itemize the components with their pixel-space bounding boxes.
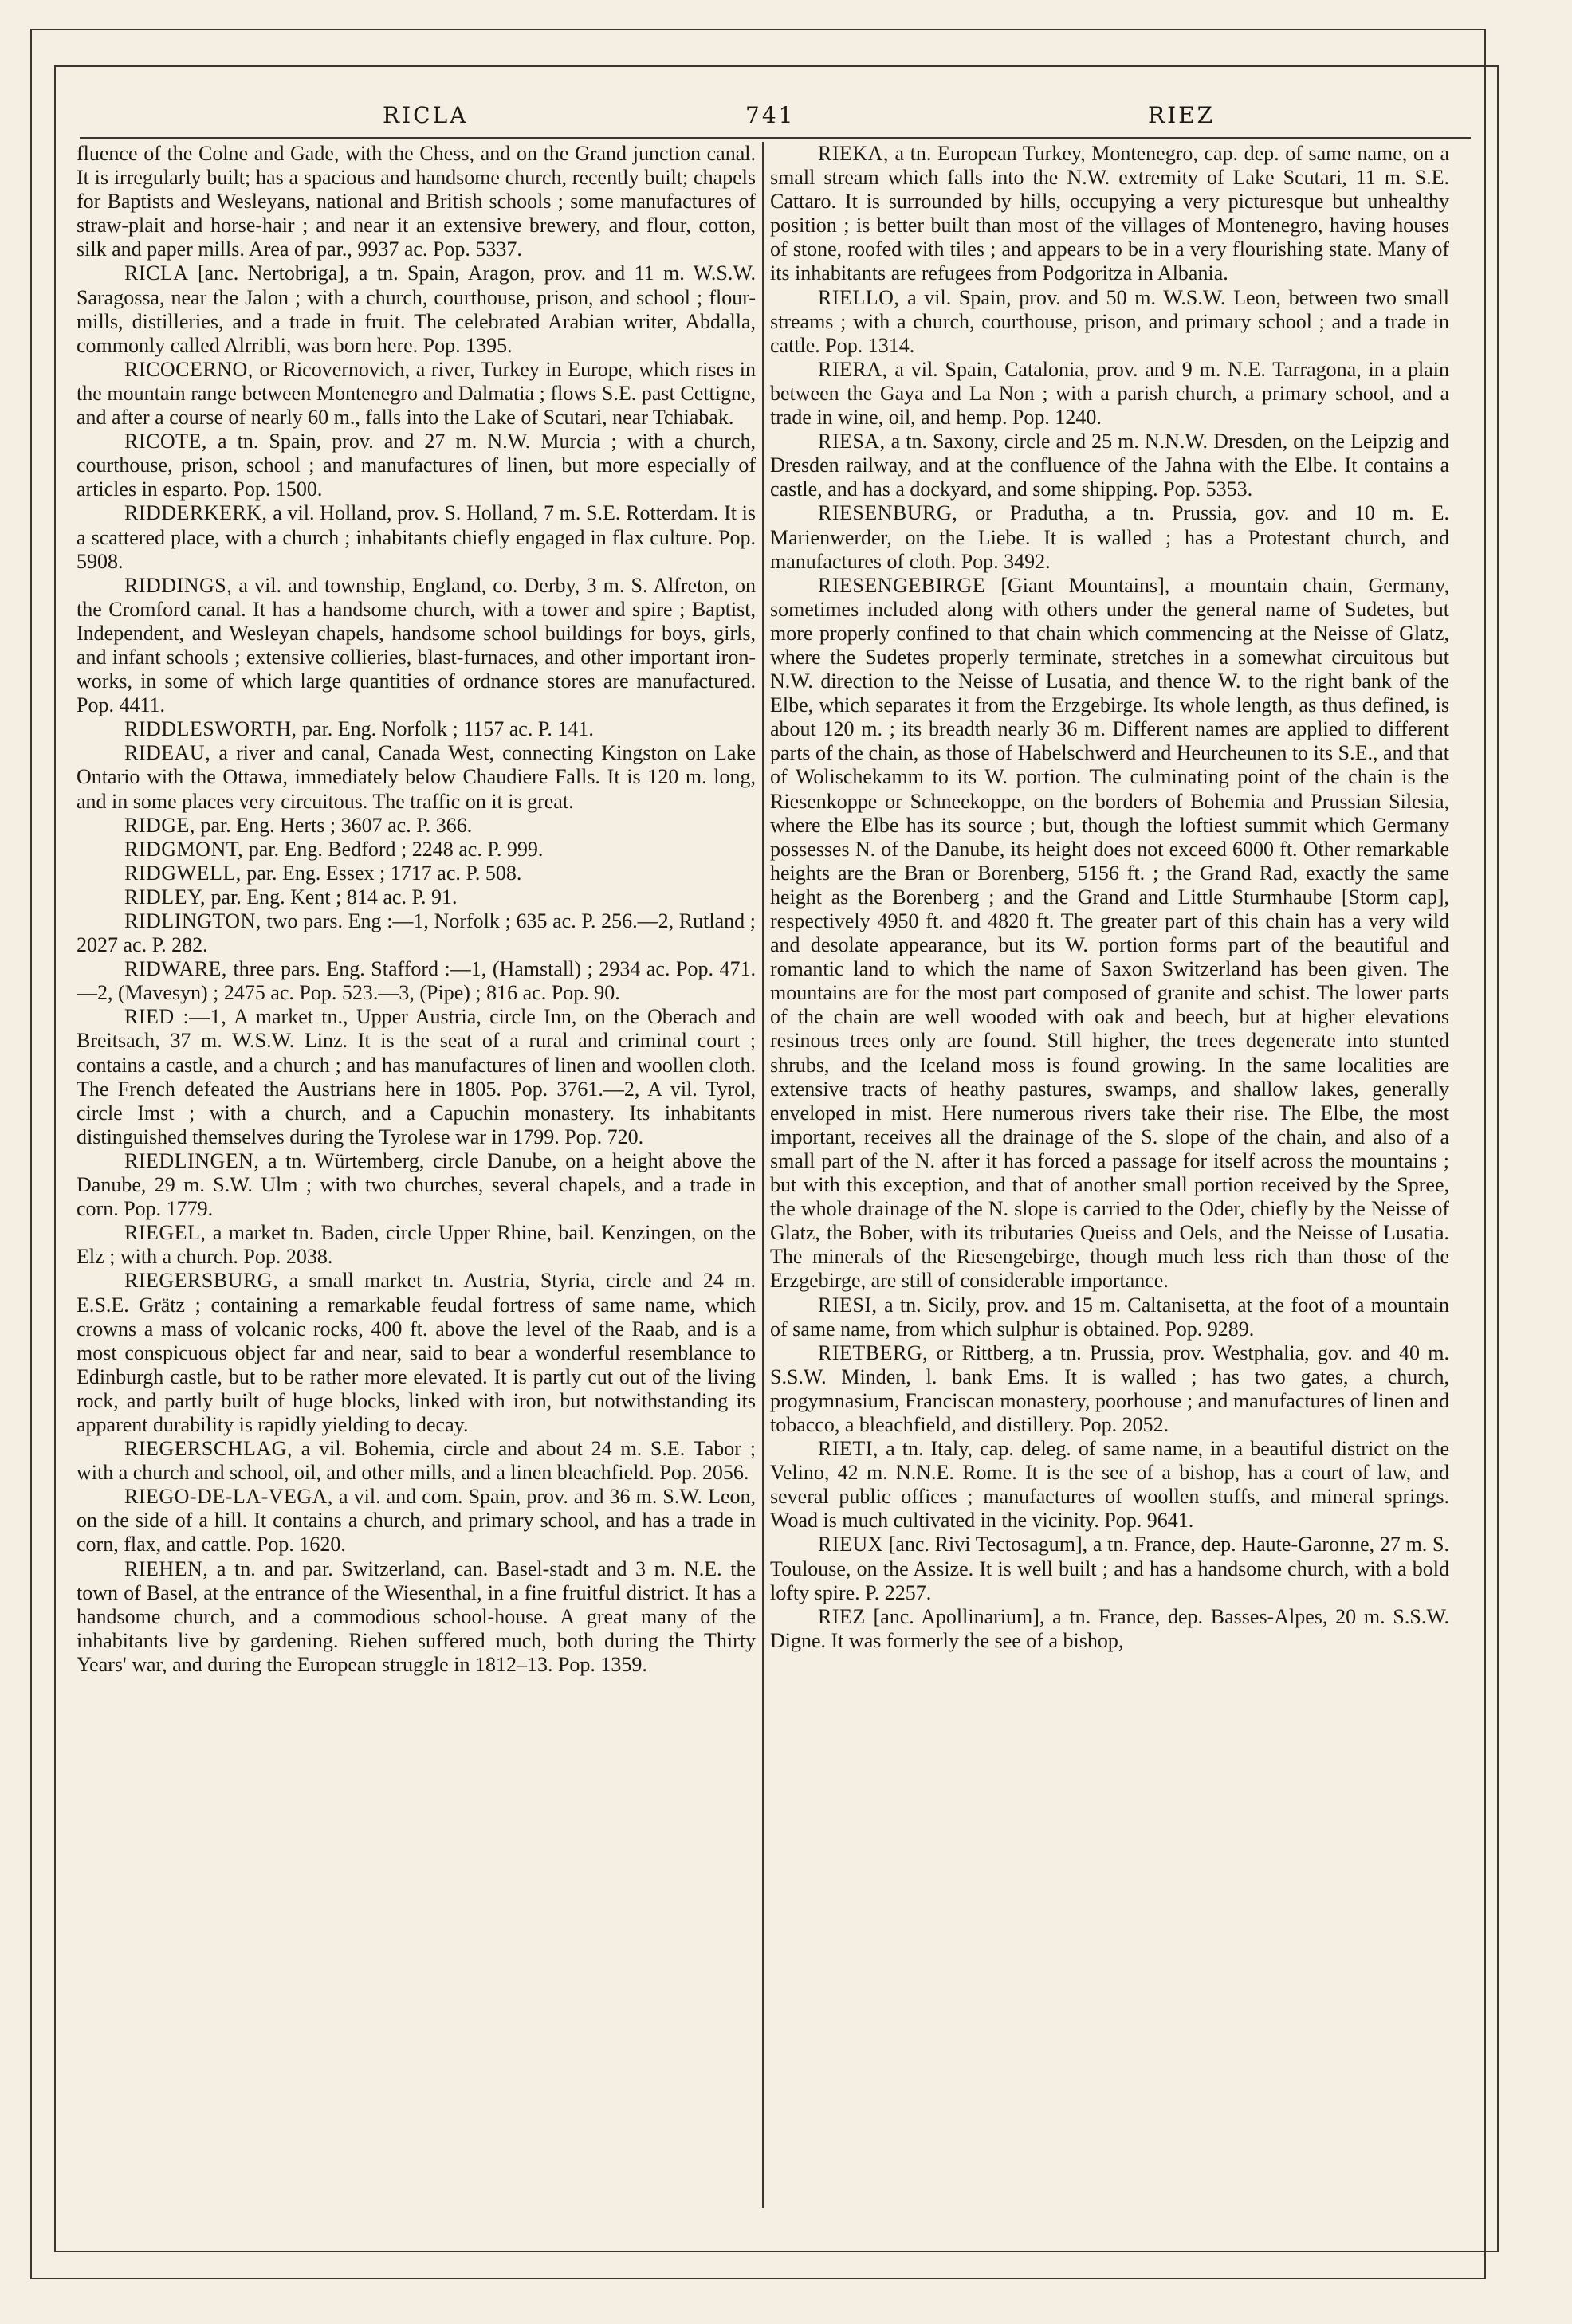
entry-headword: RIESA, bbox=[818, 430, 886, 453]
left-column bbox=[77, 142, 756, 2214]
gazetteer-entry bbox=[77, 574, 756, 718]
entry-text: a tn. Saxony, circle and 25 m. N.N.W. Dresden, on the Leipzig and Dresden railway, and at the confluence of the Jahna with the Elbe. It contains a castle, and has a dockyard, and some shipping. Pop. 5353. bbox=[770, 430, 1449, 501]
entry-text: a market tn. Baden, circle Upper Rhine, bail. Kenzingen, on the Elz ; with a church. Pop. 2038. bbox=[77, 1221, 756, 1269]
gazetteer-entry bbox=[770, 1605, 1449, 1653]
entry-headword: RIDDINGS, bbox=[124, 573, 233, 597]
entry-headword: RIDGMONT, bbox=[124, 837, 244, 861]
entry-headword: RIDLEY, bbox=[124, 885, 206, 909]
gazetteer-entry bbox=[77, 1005, 756, 1149]
entry-text: a vil. Holland, prov. S. Holland, 7 m. S.E. Rotterdam. It is a scattered place, with a church ; inhabitants chiefly engaged in flax culture. Pop. 5908. bbox=[77, 501, 756, 573]
gazetteer-entry bbox=[77, 358, 756, 430]
entry-text: or Pradutha, a tn. Prussia, gov. and 10 m. E. Marienwerder, on the Liebe. It is walled ; has a Protestant church, and manufactures of cloth. Pop. 3492. bbox=[770, 501, 1449, 573]
entry-headword: RIDWARE, bbox=[124, 957, 227, 981]
gazetteer-entry bbox=[77, 814, 756, 838]
entry-headword: RIESENGEBIRGE bbox=[818, 573, 986, 597]
gazetteer-entry bbox=[77, 862, 756, 885]
entry-text: or Ricovernovich, a river, Turkey in Europe, which rises in the mountain range between Montenegro and Dalmatia ; flows S.E. past Cettigne, and after a course of nearly 60 m., falls into the Lake of Scutari, near Tchiabak. bbox=[77, 357, 756, 430]
entry-text: or Rittberg, a tn. Prussia, prov. Westphalia, gov. and 40 m. S.S.W. Minden, l. bank Ems. It is walled ; has two gates, a church, progymnasium, Franciscan monastery, poorhouse ; and manufactures of linen and tobacco, a bleachfield, and distillery. Pop. 2052. bbox=[770, 1341, 1449, 1436]
header-left-word: RICLA bbox=[383, 102, 469, 128]
entry-headword: RIEUX bbox=[818, 1533, 883, 1557]
entry-headword: RICLA bbox=[124, 261, 189, 285]
entry-headword: RIEZ bbox=[818, 1604, 866, 1628]
gazetteer-entry bbox=[77, 1149, 756, 1221]
entry-headword: RIESENBURG, bbox=[818, 501, 958, 525]
gazetteer-entry bbox=[770, 501, 1449, 573]
entry-text: a tn. Würtemberg, circle Danube, on a height above the Danube, 29 m. S.W. Ulm ; with two churches, several chapels, and a trade in corn. Pop. 1779. bbox=[77, 1148, 756, 1221]
entry-text: a tn. and par. Switzerland, can. Basel-stadt and 3 m. N.E. the town of Basel, at the entrance of the Wiesenthal, in a fine fruitful district. It has a handsome church, and a commodious school-house. A great many of the inhabitants live by gardening. Riehen suffered much, both during the Thirty Years' war, and during the European struggle in 1812–13. Pop. 1359. bbox=[77, 1557, 756, 1676]
entry-text: par. Eng. Norfolk ; 1157 ac. P. 141. bbox=[302, 717, 594, 741]
gazetteer-entry bbox=[770, 1437, 1449, 1533]
gazetteer-entry bbox=[770, 1533, 1449, 1604]
right-column bbox=[770, 142, 1449, 2214]
entry-text: a small market tn. Austria, Styria, circle and 24 m. E.S.E. Grätz ; containing a remarkable feudal fortress of same name, which crowns a mass of volcanic rocks, 400 ft. above the level of the Raab, and is a most conspicuous object far and near, said to bear a wonderful resemblance to Edinburgh castle, but to be rather more elevated. It is partly cut out of the living rock, and partly built of huge blocks, linked with iron, but notwithstanding its apparent durability is rapidly yielding to decay. bbox=[77, 1269, 756, 1436]
entry-headword: RICOCERNO, bbox=[124, 357, 253, 381]
entry-headword: RIDDERKERK, bbox=[124, 501, 268, 525]
entry-headword: RIETI, bbox=[818, 1437, 878, 1461]
gazetteer-entry bbox=[770, 1341, 1449, 1437]
gazetteer-entry bbox=[77, 885, 756, 909]
gazetteer-entry bbox=[77, 1437, 756, 1485]
entry-text: a tn. European Turkey, Montenegro, cap. dep. of same name, on a small stream which falls into the N.W. extremity of Lake Scutari, 11 m. S.E. Cattaro. It is surrounded by hills, occupying a very picturesque but unhealthy position ; is better built than most of the villages of Montenegro, having houses of stone, roofed with tiles ; and appears to be in a very flourishing state. Many of its inhabitants are refugees from Podgoritza in Albania. bbox=[770, 142, 1449, 285]
entry-headword: RIEGO-DE-LA-VEGA, bbox=[124, 1485, 333, 1509]
entry-text: a tn. Italy, cap. deleg. of same name, in a beautiful district on the Velino, 42 m. N.N.E. Rome. It is the see of a bishop, has a court of law, and several public offices ; manufactures of woollen stuffs, and mineral springs. Woad is much cultivated in the vicinity. Pop. 9641. bbox=[770, 1437, 1449, 1533]
gazetteer-entry bbox=[770, 430, 1449, 501]
gazetteer-entry bbox=[77, 741, 756, 813]
gazetteer-entry bbox=[770, 1294, 1449, 1341]
entry-text: a vil. Spain, prov. and 50 m. W.S.W. Leon, between two small streams ; with a church, courthouse, prison, and primary school ; and a trade in cattle. Pop. 1314. bbox=[770, 285, 1449, 357]
entry-headword: RIETBERG, bbox=[818, 1341, 929, 1364]
entry-headword: RIERA, bbox=[818, 357, 888, 381]
entry-text: par. Eng. Essex ; 1717 ac. P. 508. bbox=[246, 861, 522, 885]
entry-text: [anc. Rivi Tectosagum], a tn. France, dep. Haute-Garonne, 27 m. S. Toulouse, on the Assize. It is well built ; and has a handsome church, with a bold lofty spire. P. 2257. bbox=[770, 1533, 1449, 1604]
entry-headword: RICOTE, bbox=[124, 430, 207, 453]
gazetteer-entry bbox=[770, 142, 1449, 286]
entry-headword: RIDGWELL, bbox=[124, 861, 242, 885]
entry-text: three pars. Eng. Stafford :—1, (Hamstall) ; 2934 ac. Pop. 471.—2, (Mavesyn) ; 2475 ac. Pop. 523.—3, (Pipe) ; 816 ac. Pop. 90. bbox=[77, 957, 756, 1005]
gazetteer-entry bbox=[77, 1269, 756, 1437]
entry-text: a tn. Sicily, prov. and 15 m. Caltanisetta, at the foot of a mountain of same name, from which sulphur is obtained. Pop. 9289. bbox=[770, 1293, 1449, 1341]
entry-text: par. Eng. Kent ; 814 ac. P. 91. bbox=[210, 885, 458, 909]
entry-text: [Giant Mountains], a mountain chain, Germany, sometimes included along with others under the general name of Sudetes, but more properly confined to that chain which commencing at the Neisse of Glatz, where the Sudetes properly terminate, stretches in a somewhat circuitous but N.W. direction to the Neisse of Lusatia, and thence W. to the right bank of the Elbe, which separates it from the Erzgebirge. Its whole length, as thus defined, is about 120 m. ; its breadth nearly 36 m. Different names are applied to different parts of the chain, as those of Habelschwerd and Heurcheunen to its S.E., and that of Wolischekamm to its W. portion. The culminating point of the chain is the Riesenkoppe or Schneekoppe, on the borders of Bohemia and Prussian Silesia, where the Elbe has its source ; but, though the loftiest summit which Germany possesses N. of the Danube, its height does not exceed 6000 ft. Other remarkable heights are the Bran or Borenberg, 5156 ft. ; the Grand Rad, exactly the same height as the Borenberg ; and the Grand and Little Sturmhaube [Storm cap], respectively 4950 ft. and 4820 ft. The greater part of this chain has a very wild and desolate appearance, but its W. portion forms part of the beautiful and romantic land to which the name of Saxon Switzerland has been given. The mountains are for the most part composed of granite and schist. The lower parts of the chain are well wooded with oak and beech, but at higher elevations resinous trees only are found. Still higher, the trees degenerate into stunted shrubs, and the Iceland moss is found growing. In the same localities are extensive tracts of heathy pastures, swamps, and shallow lakes, generally enveloped in mist. Here numerous rivers take their rise. The Elbe, the most important, receives all the drainage of the S. slope of the chain, and also of a small part of the N. after it has forced a passage for itself across the mountains ; but with this exception, and that of another small portion received by the Spree, the whole drainage of the N. slope is carried to the Oder, chiefly by the Neisse of Glatz, the Bober, with its tributaries Queiss and Oels, and the Neisse of Lusatia. The minerals of the Riesengebirge, though much less rich than those of the Erzgebirge, are still of considerable importance. bbox=[770, 573, 1449, 1293]
entry-text: a vil. and com. Spain, prov. and 36 m. S.W. Leon, on the side of a hill. It contains a church, and primary school, and has a trade in corn, flax, and cattle. Pop. 1620. bbox=[77, 1485, 756, 1557]
gazetteer-entry bbox=[77, 1221, 756, 1269]
column-divider bbox=[762, 142, 764, 2208]
entry-text: A market tn., Upper Austria, circle Inn, on the Oberach and Breitsach, 37 m. W.S.W. Linz. It is the seat of a rural and criminal court ; contains a castle, and a church ; and has manufactures of linen and woollen cloth. The French defeated the Austrians here in 1805. Pop. 3761.—2, A vil. Tyrol, circle Imst ; with a church, and a Capuchin monastery. Its inhabitants distinguished themselves during the Tyrolese war in 1799. Pop. 720. bbox=[77, 1005, 756, 1148]
gazetteer-entry bbox=[77, 501, 756, 573]
entry-headword: RIDEAU, bbox=[124, 741, 211, 765]
gazetteer-entry bbox=[77, 142, 756, 261]
gazetteer-entry bbox=[77, 261, 756, 357]
entry-text: a river and canal, Canada West, connecting Kingston on Lake Ontario with the Ottawa, immediately below Chaudiere Falls. It is 120 m. long, and in some places very circuitous. The traffic on it is great. bbox=[77, 741, 756, 813]
entry-text: par. Eng. Herts ; 3607 ac. P. 366. bbox=[200, 813, 473, 837]
gazetteer-entry bbox=[77, 1557, 756, 1677]
page-number: 741 bbox=[745, 102, 796, 128]
entry-headword: RIEHEN, bbox=[124, 1557, 209, 1580]
entry-text: par. Eng. Bedford ; 2248 ac. P. 999. bbox=[248, 837, 544, 861]
entry-text: a tn. Spain, prov. and 27 m. N.W. Murcia ; with a church, courthouse, prison, school ; and manufactures of linen, but more especially of articles in esparto. Pop. 1500. bbox=[77, 430, 756, 501]
gazetteer-entry bbox=[77, 838, 756, 862]
entry-text: a vil. and township, England, co. Derby, 3 m. S. Alfreton, on the Cromford canal. It has a handsome church, with a tower and spire ; Baptist, Independent, and Wesleyan chapels, handsome school buildings for boys, girls, and infant schools ; extensive collieries, blast-furnaces, and other important iron-works, in some of which large quantities of ordnance stores are manufactured. Pop. 4411. bbox=[77, 573, 756, 717]
gazetteer-entry bbox=[77, 717, 756, 741]
entry-text: a vil. Bohemia, circle and about 24 m. S.E. Tabor ; with a church and school, oil, and other mills, and a linen bleachfield. Pop. 2056. bbox=[77, 1437, 756, 1485]
entry-headword: RIESI, bbox=[818, 1293, 878, 1317]
entry-text: fluence of the Colne and Gade, with the Chess, and on the Grand junction canal. It is irregularly built; has a spacious and handsome church, recently built; chapels for Baptists and Wesleyans, national and British schools ; some manufactures of straw-plait and horse-hair ; and near it an extensive brewery, and flour, cotton, silk and paper mills. Area of par., 9937 ac. Pop. 5337. bbox=[77, 142, 756, 261]
entry-headword: RIEGERSBURG, bbox=[124, 1269, 279, 1293]
entry-headword: RIEGEL, bbox=[124, 1221, 206, 1245]
gazetteer-entry bbox=[77, 430, 756, 501]
entry-headword: RIEGERSCHLAG, bbox=[124, 1437, 293, 1461]
entry-text: [anc. Nertobriga], a tn. Spain, Aragon, prov. and 11 m. W.S.W. Saragossa, near the Jalon ; with a church, courthouse, prison, and school ; flour-mills, distilleries, and a trade in fruit. The celebrated Arabian writer, Abdalla, commonly called Alrribli, was born here. Pop. 1395. bbox=[77, 261, 756, 357]
gazetteer-entry bbox=[770, 358, 1449, 430]
gazetteer-entry bbox=[770, 574, 1449, 1294]
entry-headword: RIELLO, bbox=[818, 285, 900, 309]
entry-headword: RIDLINGTON, bbox=[124, 909, 261, 932]
header-right-word: RIEZ bbox=[1148, 102, 1216, 128]
running-header bbox=[80, 92, 1471, 139]
entry-headword: RIEKA, bbox=[818, 142, 889, 165]
gazetteer-entry bbox=[770, 286, 1449, 358]
entry-text: [anc. Apollinarium], a tn. France, dep. Basses-Alpes, 20 m. S.S.W. Digne. It was formerly the see of a bishop, bbox=[770, 1604, 1449, 1652]
gazetteer-entry bbox=[77, 957, 756, 1005]
gazetteer-entry bbox=[77, 1485, 756, 1557]
entry-headword: RIED :—1, bbox=[124, 1005, 227, 1029]
entry-headword: RIDDLESWORTH, bbox=[124, 717, 297, 741]
entry-text: a vil. Spain, Catalonia, prov. and 9 m. N.E. Tarragona, in a plain between the Gaya and La Non ; with a parish church, a primary school, and a trade in wine, oil, and hemp. Pop. 1240. bbox=[770, 357, 1449, 430]
entry-headword: RIDGE, bbox=[124, 813, 195, 837]
entry-headword: RIEDLINGEN, bbox=[124, 1148, 260, 1172]
entry-text: two pars. Eng :—1, Norfolk ; 635 ac. P. 256.—2, Rutland ; 2027 ac. P. 282. bbox=[77, 909, 756, 957]
gazetteer-entry bbox=[77, 909, 756, 957]
